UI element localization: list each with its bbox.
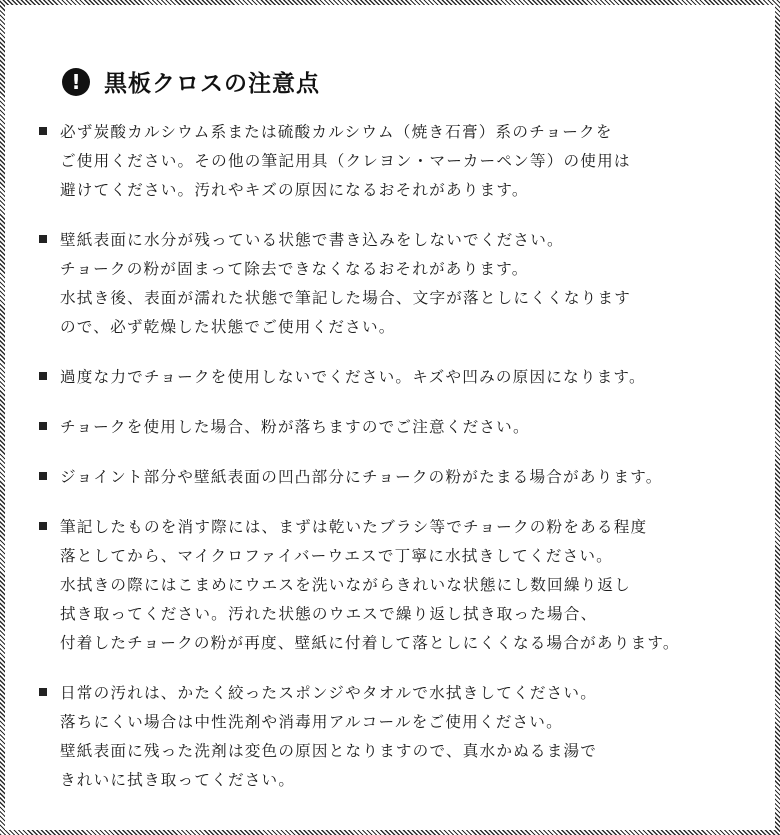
caution-item [36,463,766,492]
caution-item [36,679,766,795]
caution-item [36,413,766,442]
caution-line: 筆記したものを消す際には、まずは乾いたブラシ等でチョークの粉をある程度 [60,518,648,536]
caution-line: 落としてから、マイクロファイバーウエスで丁寧に水拭きしてください。 [60,547,613,565]
bullet-square-icon [39,127,47,135]
caution-item [36,363,766,392]
exclamation-icon: ! [62,68,90,96]
caution-list [36,118,766,795]
caution-line: 水拭き後、表面が濡れた状態で筆記した場合、文字が落としにくくなります [60,289,631,307]
caution-line: 水拭きの際にはこまめにウエスを洗いながらきれいな状態にし数回繰り返し [60,576,631,594]
caution-line: 過度な力でチョークを使用しないでください。キズや凹みの原因になります。 [60,368,646,386]
notice-panel [5,5,775,830]
caution-line: チョークを使用した場合、粉が落ちますのでご注意ください。 [60,418,530,436]
caution-line: ご使用ください。その他の筆記用具（クレヨン・マーカーペン等）の使用は [60,152,631,170]
bullet-square-icon [39,472,47,480]
caution-line: 落ちにくい場合は中性洗剤や消毒用アルコールをご使用ください。 [60,713,563,731]
caution-line: 拭き取ってください。汚れた状態のウエスで繰り返し拭き取った場合、 [60,605,598,623]
bullet-square-icon [39,688,47,696]
caution-line: 避けてください。汚れやキズの原因になるおそれがあります。 [60,181,529,199]
caution-line: きれいに拭き取ってください。 [60,771,296,789]
caution-item [36,226,766,342]
bullet-square-icon [39,235,47,243]
caution-line: 壁紙表面に水分が残っている状態で書き込みをしないでください。 [60,231,564,249]
caution-line: 必ず炭酸カルシウム系または硫酸カルシウム（焼き石膏）系のチョークを [60,123,613,141]
caution-item [36,513,766,658]
caution-line: ジョイント部分や壁紙表面の凹凸部分にチョークの粉がたまる場合があります。 [60,468,663,486]
caution-item [36,118,766,205]
caution-line: 付着したチョークの粉が再度、壁紙に付着して落としにくくなる場合があります。 [60,634,680,652]
bullet-square-icon [39,422,47,430]
caution-line: チョークの粉が固まって除去できなくなるおそれがあります。 [60,260,529,278]
caution-line: ので、必ず乾燥した状態でご使用ください。 [60,318,396,336]
title-row [62,65,320,98]
caution-line: 日常の汚れは、かたく絞ったスポンジやタオルで水拭きしてください。 [60,684,598,702]
caution-line: 壁紙表面に残った洗剤は変色の原因となりますので、真水かぬるま湯で [60,742,598,760]
bullet-square-icon [39,522,47,530]
bullet-square-icon [39,372,47,380]
page-title: 黒板クロスの注意点 [104,71,320,97]
